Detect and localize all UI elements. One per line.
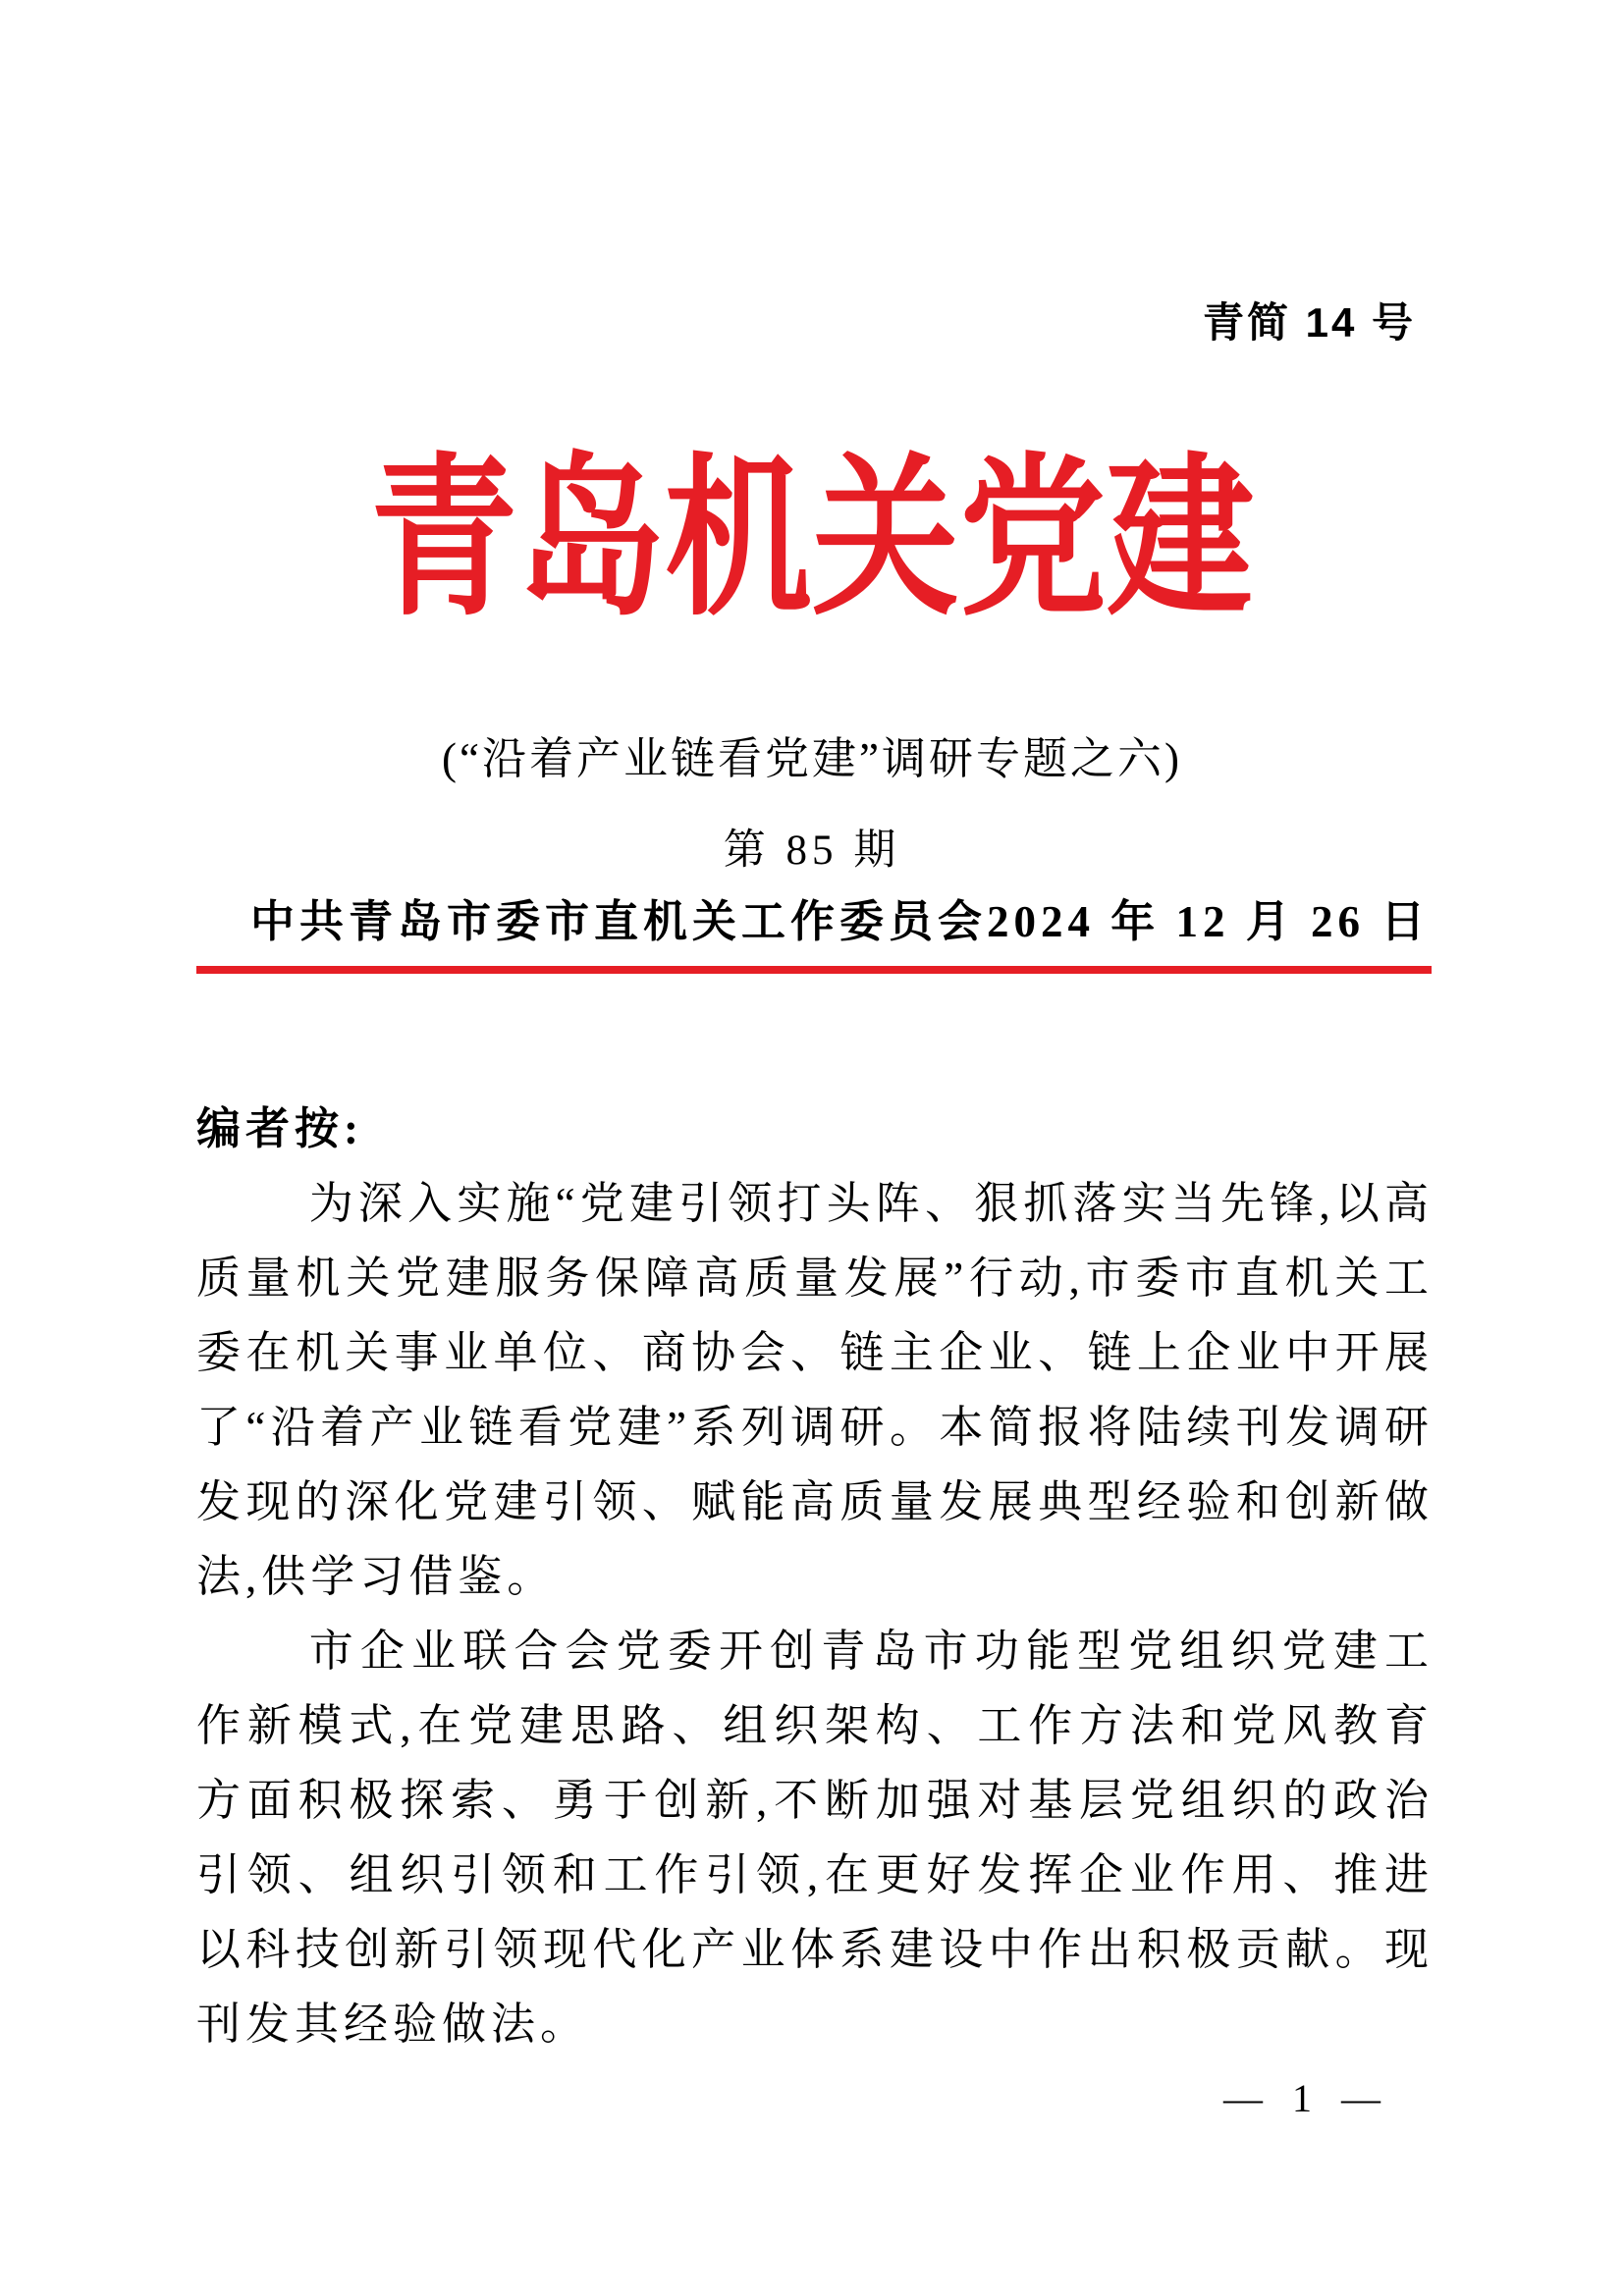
document-body <box>196 1092 1434 2061</box>
issuer-row <box>250 885 1431 949</box>
series-subtitle: (“沿着产业链看党建”调研专题之六) <box>442 734 1182 783</box>
masthead-title: 青岛机关党建 <box>369 444 1254 637</box>
red-divider-rule <box>196 966 1432 974</box>
page-number: — 1 — <box>1223 2076 1390 2120</box>
issue-date: 2024 年 12 月 26 日 <box>987 897 1431 946</box>
doc-number: 青简 14 号 <box>1202 299 1416 346</box>
issue-number: 第 85 期 <box>723 828 901 874</box>
paragraph-intro: 市企业联合会党委开创青岛市功能型党组织党建工作新模式,在党建思路、组织架构、工作方法和党风教育方面积极探索、勇于创新,不断加强对基层党组织的政治引领、组织引领和工作引领,在更好发挥企业作用、推进以科技创新引领现代化产业体系建设中作出积极贡献。现刊发其经验做法。 <box>196 1627 1434 2049</box>
paragraph-editor-note: 为深入实施“党建引领打头阵、狠抓落实当先锋,以高质量机关党建服务保障高质量发展”行动,市委市直机关工委在机关事业单位、商协会、链主企业、链上企业中开展了“沿着产业链看党建”系列调研。本简报将陆续刊发调研发现的深化党建引领、赋能高质量发展典型经验和创新做法,供学习借鉴。 <box>196 1179 1434 1601</box>
editor-note-label: 编者按: <box>196 1104 363 1153</box>
issuing-organization: 中共青岛市委市直机关工作委员会 <box>250 897 988 946</box>
